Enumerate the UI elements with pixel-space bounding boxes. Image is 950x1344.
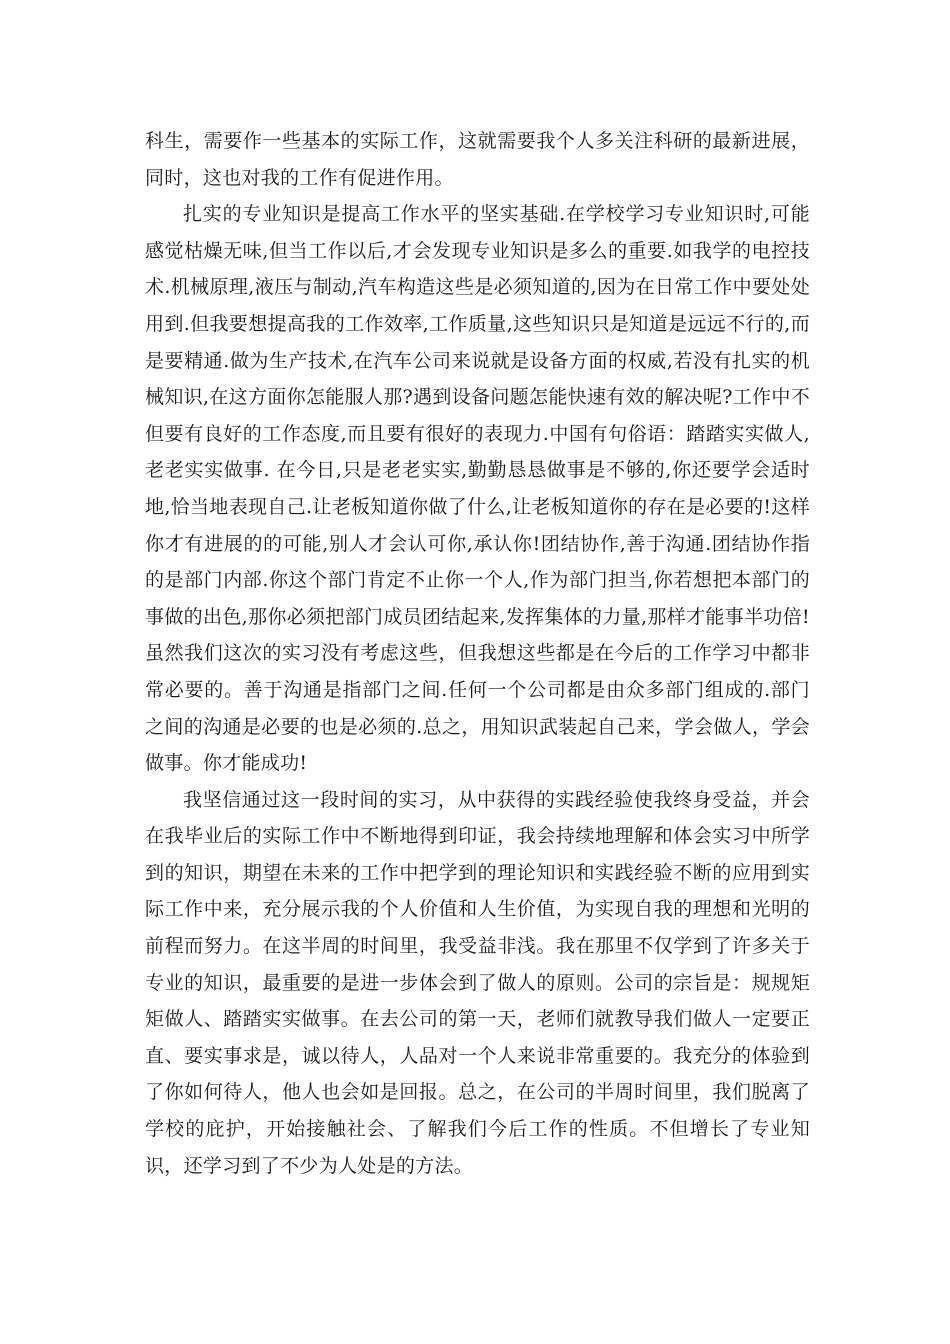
- paragraph-3: 我坚信通过这一段时间的实习，从中获得的实践经验使我终身受益，并会在我毕业后的实际工作中不断地得到印证，我会持续地理解和体会实习中所学到的知识，期望在未来的工作中把学到的理论知识和实践经验不断的应用到实际工作中来，充分展示我的个人价值和人生价值，为实现自我的理想和光明的前程而努力。在这半周的时间里，我受益非浅。我在那里不仅学到了许多关于专业的知识，最重要的是进一步体会到了做人的原则。公司的宗旨是：规规矩矩做人、踏踏实实做事。在去公司的第一天，老师们就教导我们做人一定要正直、要实事求是，诚以待人，人品对一个人来说非常重要的。我充分的体验到了你如何待人，他人也会如是回报。总之，在公司的半周时间里，我们脱离了学校的庇护，开始接触社会、了解我们今后工作的性质。不但增长了专业知识，还学习到了不少为人处是的方法。: [145, 788, 810, 1177]
- document-body: [145, 123, 810, 1184]
- paragraph-2: 扎实的专业知识是提高工作水平的坚实基础.在学校学习专业知识时,可能感觉枯燥无味,但当工作以后,才会发现专业知识是多么的重要.如我学的电控技术.机械原理,液压与制动,汽车构造这些是必须知道的,因为在日常工作中要处处用到.但我要想提高我的工作效率,工作质量,这些知识只是知道是远远不行的,而是要精通.做为生产技术,在汽车公司来说就是设备方面的权威,若没有扎实的机械知识,在这方面你怎能服人那?遇到设备问题怎能快速有效的解决呢?工作中不但要有良好的工作态度,而且要有很好的表现力.中国有句俗语：踏踏实实做人,老老实实做事. 在今日,只是老老实实,勤勤恳恳做事是不够的,你还要学会适时地,恰当地表现自己.让老板知道你做了什么,让老板知道你的存在是必要的!这样你才有进展的的可能,别人才会认可你,承认你!团结协作,善于沟通.团结协作指的是部门内部.你这个部门肯定不止你一个人,作为部门担当,你若想把本部门的事做的出色,那你必须把部门成员团结起来,发挥集体的力量,那样才能事半功倍!虽然我们这次的实习没有考虑这些，但我想这些都是在今后的工作学习中都非常必要的。善于沟通是指部门之间.任何一个公司都是由众多部门组成的.部门之间的沟通是必要的也是必须的.总之，用知识武装起自己来，学会做人，学会做事。你才能成功!: [145, 203, 810, 775]
- paragraph-1: 科生，需要作一些基本的实际工作，这就需要我个人多关注科研的最新进展，同时，这也对我的工作有促进作用。: [145, 130, 810, 189]
